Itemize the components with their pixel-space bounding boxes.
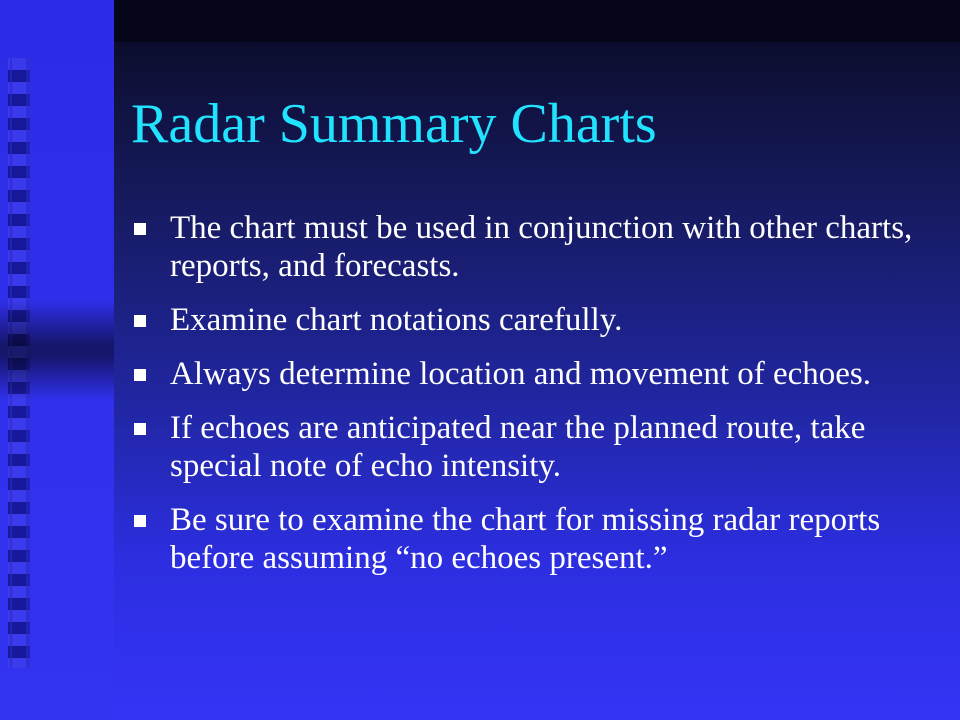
bullet-item [131,409,921,485]
bullet-text: The chart must be used in conjunction with other charts, reports, and forecasts. [170,210,913,284]
square-bullet-icon [134,515,146,527]
top-decor-band [114,0,960,42]
bullet-text: If echoes are anticipated near the planned route, take special note of echo intensity. [170,410,866,484]
bullet-text: Be sure to examine the chart for missing radar reports before assuming “no echoes present.” [170,502,881,576]
bullet-item [131,355,921,393]
bullet-text: Examine chart notations carefully. [170,302,623,338]
left-decor-band [0,0,114,720]
bullet-list [131,209,921,593]
square-bullet-icon [134,223,146,235]
left-band-shadow [0,0,114,720]
square-bullet-icon [134,315,146,327]
bullet-item [131,209,921,285]
square-bullet-icon [134,369,146,381]
slide-title: Radar Summary Charts [131,93,657,155]
square-bullet-icon [134,423,146,435]
bullet-item [131,501,921,577]
bullet-text: Always determine location and movement of echoes. [170,356,872,392]
bullet-item [131,301,921,339]
